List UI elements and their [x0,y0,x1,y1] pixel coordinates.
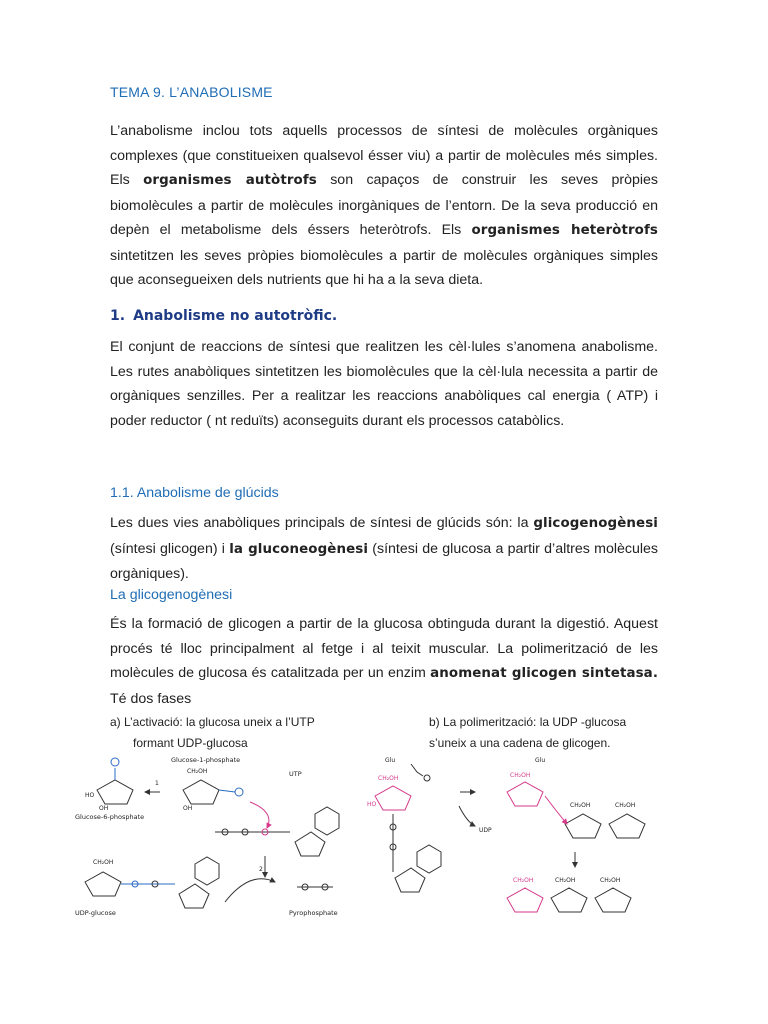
section-1-1-heading: 1.1. Anabolisme de glúcids [110,485,279,501]
label-oh-1: OH [99,805,109,812]
s11-text-2: (síntesi glicogen) i [110,540,230,557]
label-ch2oh-1: CH₂OH [187,768,208,775]
label-ch2oh-7: CH₂OH [513,877,534,884]
label-ch2oh-2: CH₂OH [93,859,114,866]
term-glycogenogenesis: glicogenogènesi [533,516,658,531]
utp-structure [215,807,339,856]
glycogen-synthesis-figure [75,752,675,922]
glico-text-2: Té dos fases [110,690,192,707]
pyrophosphate-structure [297,884,333,890]
label-udp: UDP [479,827,492,834]
label-udp-glucose: UDP-glucose [75,909,116,917]
term-autotrophs: organismes autòtrofs [143,173,317,188]
glycogenogenesis-paragraph [110,612,658,711]
label-utp: UTP [289,770,302,778]
term-gluconeogenesis: la gluconeogènesi [229,541,369,557]
label-ch2oh-5: CH₂OH [570,802,591,809]
page-title: TEMA 9. L’ANABOLISME [110,84,273,100]
term-glycogen-synthase: anomenat glicogen sintetasa. [430,666,659,681]
intro-text-2: son capaços de construir les seves pròpies biomolècules a partir de molècules inorgàniques de l’entorn. De la seva producció en depèn el metabolisme dels éssers heteròtrofs. Els [110,172,658,238]
caption-a-line1: a) L’activació: la glucosa uneix a l’UTP [110,715,315,729]
glycogenogenesis-heading: La glicogenogènesi [110,587,233,603]
section-1-title: Anabolisme no autotròfic. [133,308,338,324]
glycogen-chain-after [507,888,631,912]
label-glu-2: Glu [535,757,546,764]
glucose-6-phosphate-structure [97,758,133,804]
curved-arrow-a [225,879,275,902]
intro-text-1: L’anabolisme inclou tots aquells processos de síntesi de molècules orgàniques complexes (que constitueixen qualsevol ésser viu) a partir de molècules més simples. Els [110,123,658,188]
section-1-heading [110,308,337,324]
arrow-b-udp [459,806,475,826]
label-glu-1: Glu [385,757,396,764]
udp-chain-b [390,764,441,892]
label-ch2oh-8: CH₂OH [555,877,576,884]
label-oh-2: OH [183,805,193,812]
glico-text-1: És la formació de glicogen a partir de la glucosa obtinguda durant la digestió. Aquest procés té lloc principalment al fetge i al teixit muscular. La polimerització de les molècules de glucosa és catalitzada per un enzim [110,616,658,681]
s11-text-1: Les dues vies anabòliques principals de síntesi de glúcids són: la [110,515,534,531]
udp-glucose-b-structure [375,786,411,810]
section-1-1-paragraph [110,511,658,587]
pink-attack-arrow-a [250,802,269,828]
label-pyrophosphate: Pyrophosphate [289,909,338,917]
caption-b-line2: s’uneix a una cadena de glicogen. [429,736,611,750]
label-ch2oh-6: CH₂OH [615,802,636,809]
label-ch2oh-4: CH₂OH [510,772,531,779]
caption-b-line1: b) La polimerització: la UDP -glucosa [429,715,627,729]
label-ch2oh-3: CH₂OH [378,775,399,782]
label-ho-b1: HO [367,801,377,808]
glucose-1-phosphate-structure [183,780,243,804]
label-glucose-6-phosphate: Glucose-6-phosphate [75,813,145,821]
label-step-1: 1 [155,780,159,787]
caption-a-line2: formant UDP-glucosa [133,736,248,750]
label-ch2oh-9: CH₂OH [600,877,621,884]
label-glucose-1-phosphate: Glucose-1-phosphate [171,756,241,764]
label-step-2: 2 [259,866,263,873]
s11-text-3: (síntesi de glucosa a partir d’altres molècules orgàniques). [110,540,659,582]
section-1-number: 1. [110,308,126,324]
pink-attack-arrow-b [545,796,567,824]
intro-text-3: sintetitzen les seves pròpies biomolècules a partir de molècules orgàniques simples que aconsegueixen dels nutrients que hi ha a la seva dieta. [110,247,658,288]
intro-paragraph [110,119,658,293]
section-1-paragraph: El conjunt de reaccions de síntesi que realitzen les cèl·lules s’anomena anabolisme. Les rutes anabòliques sintetitzen les biomolècules que la cèl·lula necessita a partir de orgàniques senzilles. Per a realitzar les reaccions anabòliques cal energia ( ATP) i poder reductor ( nt reduïts) aconseguits durant els processos catabòlics. [110,339,658,429]
term-heterotrophs: organismes heteròtrofs [471,223,658,238]
glycogen-chain-before [507,782,645,838]
label-ho-1: HO [85,792,95,799]
